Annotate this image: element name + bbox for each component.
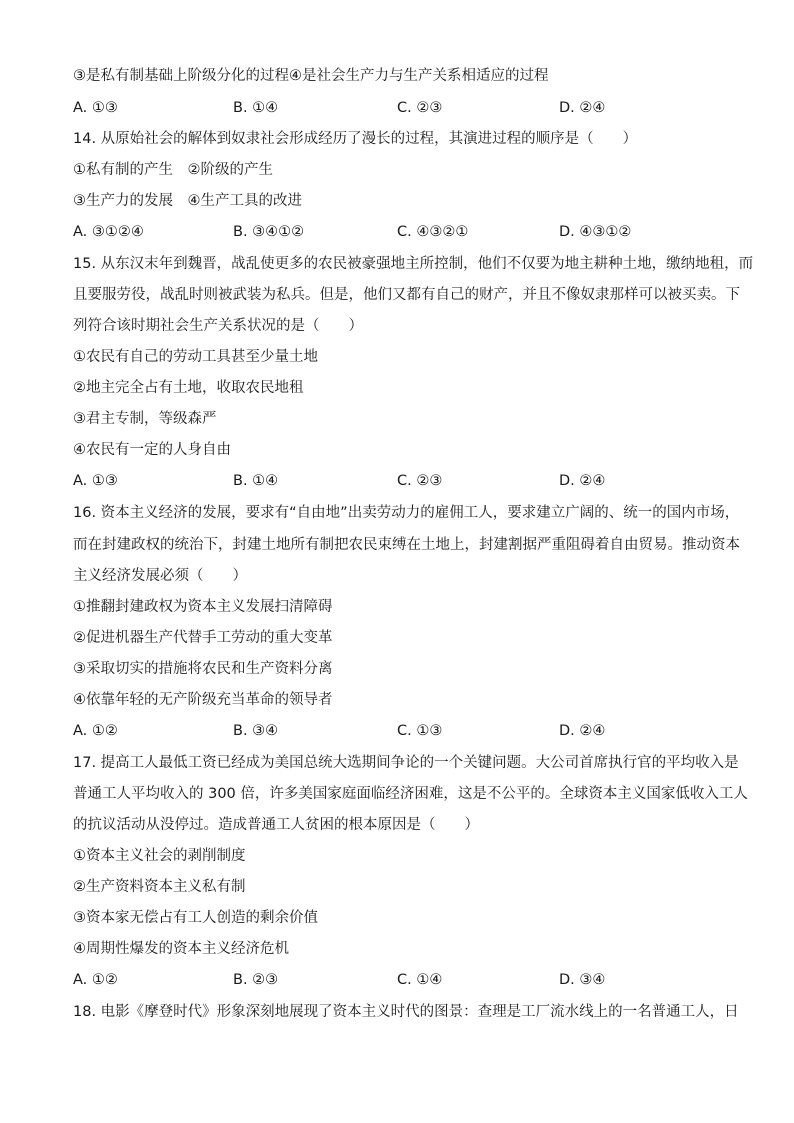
q17-stem: 17. 提高工人最低工资已经成为美国总统大选期间争论的一个关键问题。大公司首席执行官的平均收入是 [73,755,739,771]
q15-option-a: A. ①③ [73,473,118,489]
q13-option-c: C. ②③ [397,100,443,116]
q17-option-a: A. ①② [73,972,118,988]
q14-option-d: D. ④③①② [559,224,632,240]
q16-options [73,721,733,741]
q16-option-b: B. ③④ [233,723,279,739]
q13-item-line: ③是私有制基础上阶级分化的过程④是社会生产力与生产关系相适应的过程 [73,68,549,84]
q17-option-d: D. ③④ [559,972,606,988]
q16-item: ①推翻封建政权为资本主义发展扫清障碍 [73,599,333,615]
q15-option-d: D. ②④ [559,473,606,489]
q16-option-d: D. ②④ [559,723,606,739]
q14-options [73,222,733,242]
q17-options [73,970,733,990]
q17-item: ④周期性爆发的资本主义经济危机 [73,941,289,957]
q14-item: ③生产力的发展 ④生产工具的改进 [73,193,302,209]
q16-item: ③采取切实的措施将农民和生产资料分离 [73,661,333,677]
q15-option-c: C. ②③ [397,473,443,489]
q17-stem: 普通工人平均收入的 300 倍，许多美国家庭面临经济困难，这是不公平的。全球资本主义国家低收入工人 [73,786,748,802]
q16-item: ④依靠年轻的无产阶级充当革命的领导者 [73,692,333,708]
q17-option-c: C. ①④ [397,972,443,988]
q14-option-a: A. ③①②④ [73,224,144,240]
q15-stem: 且要服劳役，战乱时则被武装为私兵。但是，他们又都有自己的财产，并且不像奴隶那样可以被买卖。下 [73,287,740,303]
q16-stem: 而在封建政权的统治下，封建土地所有制把农民束缚在土地上，封建割据严重阻碍着自由贸易。推动资本 [73,537,740,553]
q13-option-b: B. ①④ [233,100,279,116]
q17-item: ①资本主义社会的剥削制度 [73,848,246,864]
q17-option-b: B. ②③ [233,972,279,988]
q14-option-b: B. ③④①② [233,224,305,240]
q15-stem: 15. 从东汉末年到魏晋，战乱使更多的农民被豪强地主所控制，他们不仅要为地主耕种土地，缴纳地租，而 [73,256,754,272]
q15-item: ②地主完全占有土地，收取农民地租 [73,380,304,396]
q16-item: ②促进机器生产代替手工劳动的重大变革 [73,630,333,646]
q16-option-a: A. ①② [73,723,118,739]
q15-stem: 列符合该时期社会生产关系状况的是（ ） [73,318,363,334]
q16-option-c: C. ①③ [397,723,443,739]
q16-stem: 16. 资本主义经济的发展，要求有“自由地”出卖劳动力的雇佣工人，要求建立广阔的、统一的国内市场， [73,505,740,521]
q17-item: ②生产资料资本主义私有制 [73,879,246,895]
q13-options [73,98,733,118]
q15-option-b: B. ①④ [233,473,279,489]
q16-stem: 主义经济发展必须（ ） [73,568,247,584]
q17-stem: 的抗议活动从没停过。造成普通工人贫困的根本原因是（ ） [73,817,479,833]
q14-option-c: C. ④③②① [397,224,469,240]
q14-item: ①私有制的产生 ②阶级的产生 [73,162,273,178]
q15-item: ④农民有一定的人身自由 [73,442,231,458]
q15-options [73,471,733,491]
q15-item: ①农民有自己的劳动工具甚至少量土地 [73,349,318,365]
q15-item: ③君主专制，等级森严 [73,411,217,427]
q17-item: ③资本家无偿占有工人创造的剩余价值 [73,910,318,926]
q13-option-d: D. ②④ [559,100,606,116]
q14-stem: 14. 从原始社会的解体到奴隶社会形成经历了漫长的过程，其演进过程的顺序是（ ） [73,131,638,147]
q13-option-a: A. ①③ [73,100,118,116]
q18-stem: 18. 电影《摩登时代》形象深刻地展现了资本主义时代的图景：查理是工厂流水线上的一名普通工人，日 [73,1004,739,1020]
